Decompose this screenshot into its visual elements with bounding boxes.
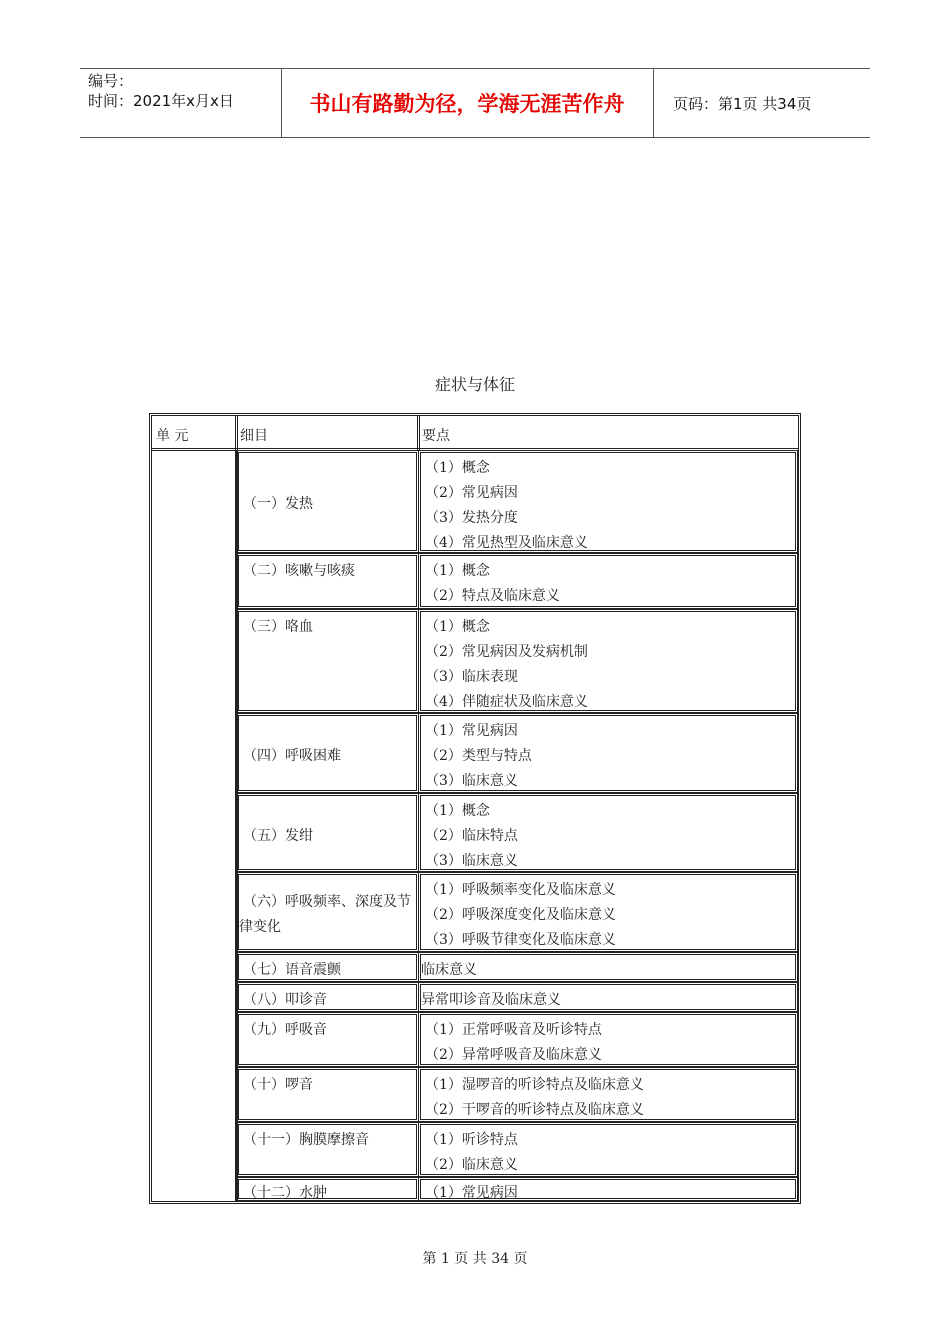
points-cell [418, 609, 798, 713]
point-text: （2）异常呼吸音及临床意义 [425, 1047, 602, 1063]
point-text: （2）特点及临床意义 [425, 588, 560, 604]
page-header [80, 68, 870, 138]
detail-cell [236, 1067, 419, 1122]
document-title: 症状与体征 [434, 375, 515, 394]
point-text: （2）呼吸深度变化及临床意义 [425, 907, 616, 923]
point-text: 异常叩诊音及临床意义 [421, 992, 561, 1008]
points-cell [418, 952, 798, 982]
point-text: （1）概念 [425, 563, 490, 579]
detail-text: （五）发绀 [243, 828, 313, 844]
points-cell [418, 1067, 798, 1122]
point-text: （1）概念 [425, 460, 490, 476]
point-text: （1）正常呼吸音及听诊特点 [425, 1022, 602, 1038]
point-text: （2）常见病因 [425, 485, 518, 501]
detail-cell [236, 982, 419, 1012]
detail-text: （六）呼吸频率、深度及节 [243, 894, 411, 910]
point-text: （2）临床意义 [425, 1157, 518, 1173]
detail-cell [236, 713, 419, 793]
detail-cell [236, 793, 419, 872]
point-text: （3）临床表现 [425, 669, 518, 685]
header-unit: 单 元 [156, 428, 189, 444]
point-text: （1）呼吸频率变化及临床意义 [425, 882, 616, 898]
points-cell [418, 793, 798, 872]
points-cell [418, 1122, 798, 1177]
header-page-info [663, 69, 870, 137]
detail-cell [236, 872, 419, 952]
detail-cell [236, 952, 419, 982]
points-cell [418, 1177, 798, 1201]
point-text: （4）常见热型及临床意义 [425, 535, 588, 551]
header-points: 要点 [422, 428, 450, 444]
detail-cell [236, 1122, 419, 1177]
document-number-label: 编号： [88, 72, 134, 90]
point-text: （3）发热分度 [425, 510, 518, 526]
point-text: （1）常见病因 [425, 723, 518, 739]
point-text: （2）常见病因及发病机制 [425, 644, 588, 660]
points-cell [418, 713, 798, 793]
point-text: （1）湿啰音的听诊特点及临床意义 [425, 1077, 644, 1093]
page-footer: 第 1 页 共 34 页 [422, 1251, 528, 1267]
detail-text: （十一）胸膜摩擦音 [243, 1132, 369, 1148]
page-info-text: 页码：第1页 共34页 [673, 94, 812, 113]
detail-text: （四）呼吸困难 [243, 748, 341, 764]
points-cell [418, 450, 798, 553]
point-text: （3）临床意义 [425, 853, 518, 869]
header-detail: 细目 [240, 428, 268, 444]
detail-text: 律变化 [239, 919, 281, 935]
detail-text: （二）咳嗽与咳痰 [243, 563, 355, 579]
document-date: 时间：2021年x月x日 [88, 92, 234, 110]
detail-text: （十）啰音 [243, 1077, 313, 1093]
point-text: （1）概念 [425, 803, 490, 819]
point-text: （2）干啰音的听诊特点及临床意义 [425, 1102, 644, 1118]
detail-text: （三）咯血 [243, 619, 313, 635]
header-meta [80, 69, 282, 137]
detail-text: （一）发热 [243, 496, 313, 512]
detail-cell [236, 450, 419, 553]
header-motto: 书山有路勤为径，学海无涯苦作舟 [281, 69, 654, 137]
header-col-divider [235, 416, 238, 451]
point-text: （2）类型与特点 [425, 748, 532, 764]
detail-cell [236, 609, 419, 713]
syllabus-table [149, 413, 801, 1204]
points-cell [418, 982, 798, 1012]
point-text: （1）概念 [425, 619, 490, 635]
detail-text: （八）叩诊音 [243, 992, 327, 1008]
point-text: （3）临床意义 [425, 773, 518, 789]
point-text: （1）听诊特点 [425, 1132, 518, 1148]
detail-cell [236, 553, 419, 609]
point-text: （2）临床特点 [425, 828, 518, 844]
points-cell [418, 553, 798, 609]
detail-text: （九）呼吸音 [243, 1022, 327, 1038]
point-text: （4）伴随症状及临床意义 [425, 694, 588, 710]
detail-text: （十二）水肿 [243, 1185, 327, 1201]
detail-cell [236, 1177, 419, 1201]
detail-cell [236, 1012, 419, 1067]
points-cell [418, 872, 798, 952]
point-text: （3）呼吸节律变化及临床意义 [425, 932, 616, 948]
header-col-divider [417, 416, 420, 451]
point-text: 临床意义 [421, 962, 477, 978]
detail-text: （七）语音震颤 [243, 962, 341, 978]
points-cell [418, 1012, 798, 1067]
point-text: （1）常见病因 [425, 1185, 518, 1201]
